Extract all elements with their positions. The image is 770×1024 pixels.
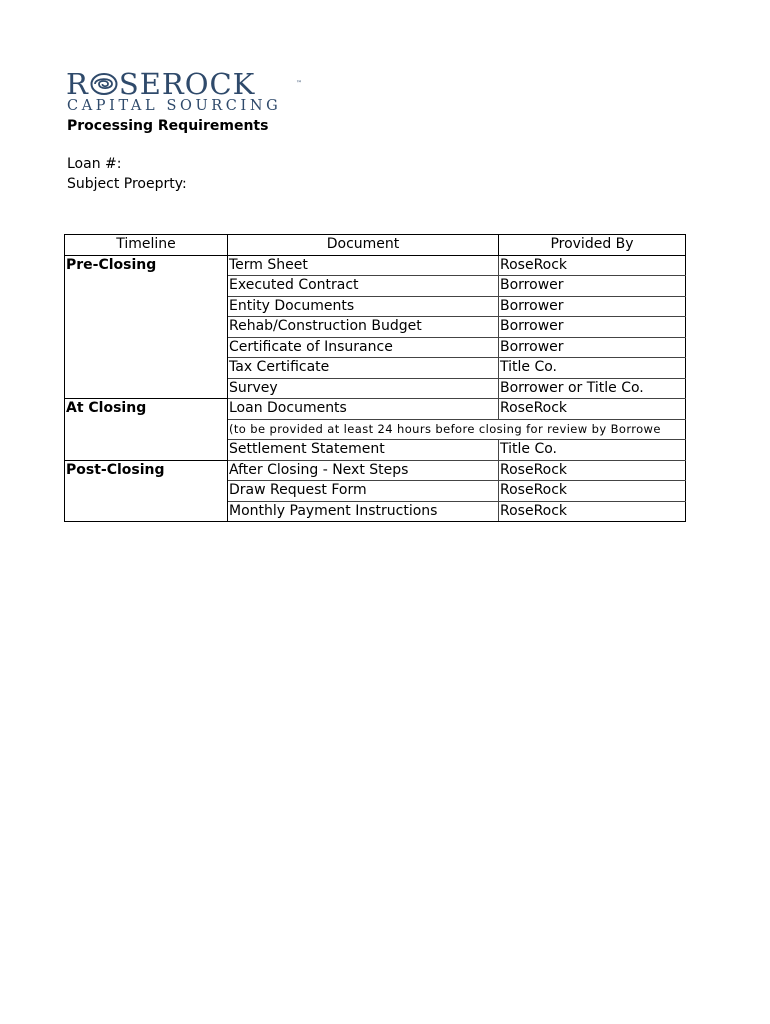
logo-letters-serock: SEROCK [118,67,256,101]
loan-documents-note [228,419,686,440]
document-cell: Term Sheet [228,255,499,276]
provided-by-cell: RoseRock [499,399,686,420]
header-timeline: Timeline [65,235,228,256]
provided-by-cell: Title Co. [499,358,686,379]
document-cell: Executed Contract [228,276,499,297]
provided-by-cell: RoseRock [499,501,686,522]
document-cell: Survey [228,378,499,399]
provided-by-cell: Borrower [499,296,686,317]
table-row [65,399,686,420]
provided-by-cell: Borrower [499,276,686,297]
document-cell: Monthly Payment Instructions [228,501,499,522]
provided-by-cell: RoseRock [499,481,686,502]
document-cell: Draw Request Form [228,481,499,502]
document-cell: Rehab/Construction Budget [228,317,499,338]
document-cell: Certificate of Insurance [228,337,499,358]
document-cell: Settlement Statement [228,440,499,461]
provided-by-cell: Title Co. [499,440,686,461]
rose-swirl-icon [90,72,118,96]
note-text: (to be provided at least 24 hours before closing for review by Borrowe [229,421,661,436]
company-logo [66,68,306,118]
document-cell: Tax Certificate [228,358,499,379]
provided-by-cell: RoseRock [499,460,686,481]
document-cell: Loan Documents [228,399,499,420]
document-cell: After Closing - Next Steps [228,460,499,481]
subject-property-label: Subject Proeprty: [67,176,187,192]
provided-by-cell: Borrower or Title Co. [499,378,686,399]
header-provided-by: Provided By [499,235,686,256]
timeline-post-closing: Post-Closing [65,460,228,522]
timeline-at-closing: At Closing [65,399,228,461]
loan-number-label: Loan #: [67,156,122,172]
document-cell: Entity Documents [228,296,499,317]
table-header-row [65,235,686,256]
logo-wordmark [66,67,303,101]
trademark-symbol: ™ [296,80,303,87]
logo-letter-r: R [66,67,89,101]
header-document: Document [228,235,499,256]
requirements-table [64,234,686,522]
provided-by-cell: Borrower [499,317,686,338]
provided-by-cell: RoseRock [499,255,686,276]
table-row [65,255,686,276]
page-title: Processing Requirements [67,118,269,134]
logo-tagline: CAPITAL SOURCING [67,98,282,114]
timeline-pre-closing: Pre-Closing [65,255,228,399]
provided-by-cell: Borrower [499,337,686,358]
table-row [65,460,686,481]
